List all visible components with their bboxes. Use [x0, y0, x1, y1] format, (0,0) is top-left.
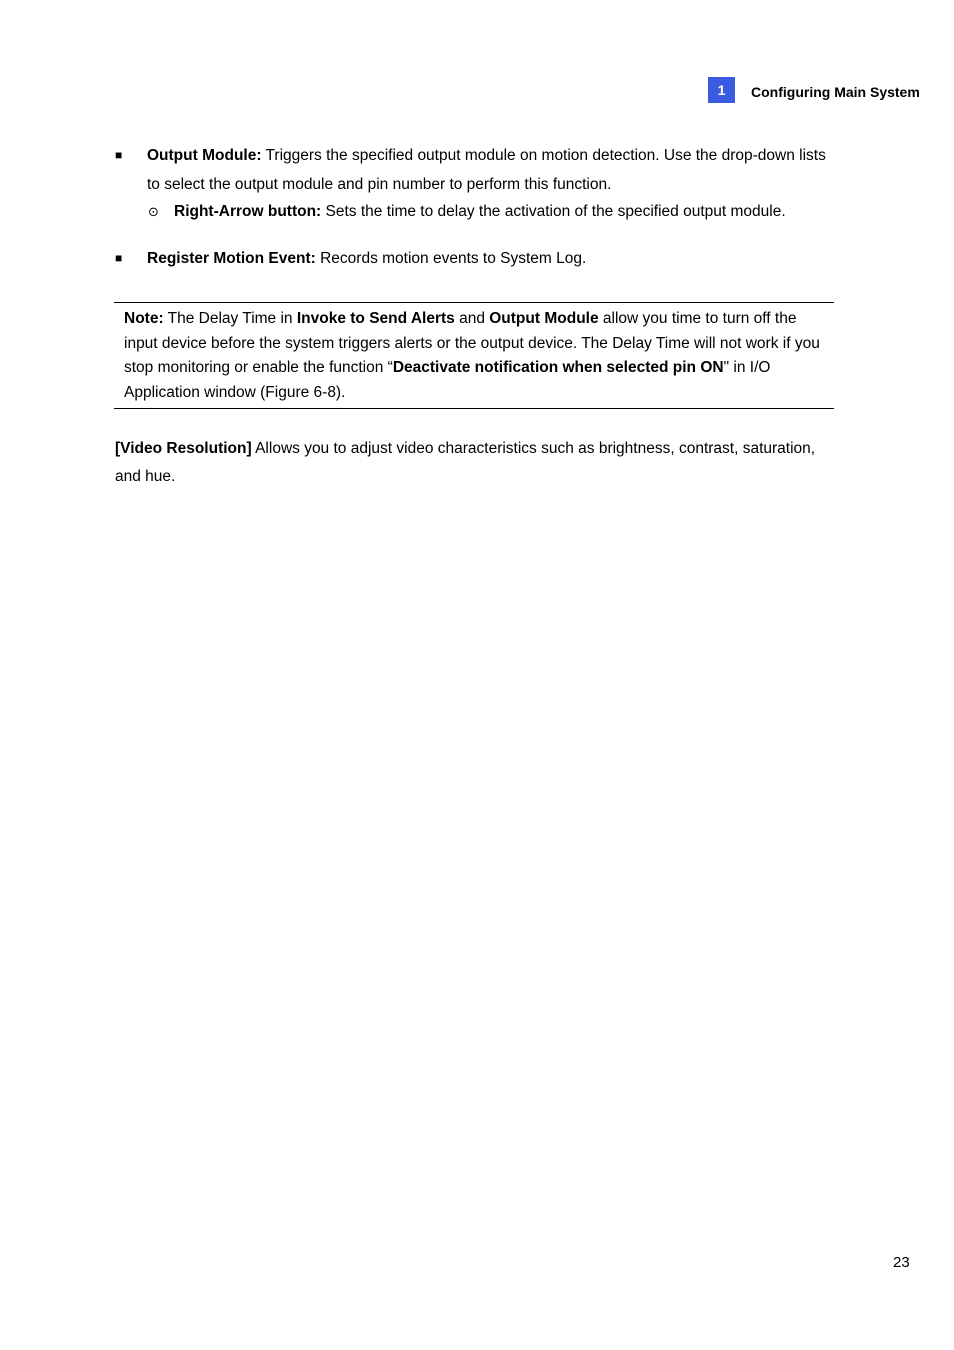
- list-item-term: Output Module:: [147, 147, 262, 164]
- list-item-description: Records motion events to System Log.: [315, 250, 587, 267]
- sub-list-item-description: Sets the time to delay the activation of the specified output module.: [321, 203, 786, 220]
- note-text-part: and: [454, 310, 490, 327]
- square-bullet-icon: ■: [115, 251, 123, 265]
- note-text: [114, 307, 834, 405]
- list-item-text: [147, 244, 837, 273]
- list-item-text: [147, 141, 837, 199]
- sub-list-item-right-arrow: [148, 200, 786, 224]
- note-text-part: The Delay Time in: [163, 310, 297, 327]
- note-emphasis: Deactivate notification when selected pin ON: [392, 359, 724, 376]
- note-text-part: allow you time to turn off the input device before the system triggers alerts or the output device. The Delay Time will not work if you stop monitoring or enable the function “: [124, 310, 820, 376]
- note-text-part: " in I/O Application window (Figure 6-8).: [124, 359, 771, 401]
- list-item-term: Register Motion Event:: [147, 250, 316, 267]
- note-emphasis: Invoke to Send Alerts: [296, 310, 455, 327]
- list-item-description: Triggers the specified output module on motion detection. Use the drop-down lists to select the output module and pin number to perform this function.: [147, 147, 826, 193]
- video-resolution-term: [Video Resolution]: [115, 440, 252, 457]
- video-resolution-paragraph: [115, 435, 840, 491]
- circled-dot-bullet-icon: ⊙: [148, 204, 159, 219]
- note-box: [114, 302, 834, 409]
- page-number: 23: [893, 1254, 910, 1271]
- chapter-number-badge: 1: [708, 77, 735, 103]
- video-resolution-description: Allows you to adjust video characteristics such as brightness, contrast, saturation, and hue.: [115, 440, 816, 485]
- chapter-title: Configuring Main System: [751, 84, 920, 100]
- square-bullet-icon: ■: [115, 148, 123, 162]
- note-emphasis: Output Module: [489, 310, 599, 327]
- sub-list-item-term: Right-Arrow button:: [174, 203, 322, 220]
- note-label: Note:: [124, 310, 164, 327]
